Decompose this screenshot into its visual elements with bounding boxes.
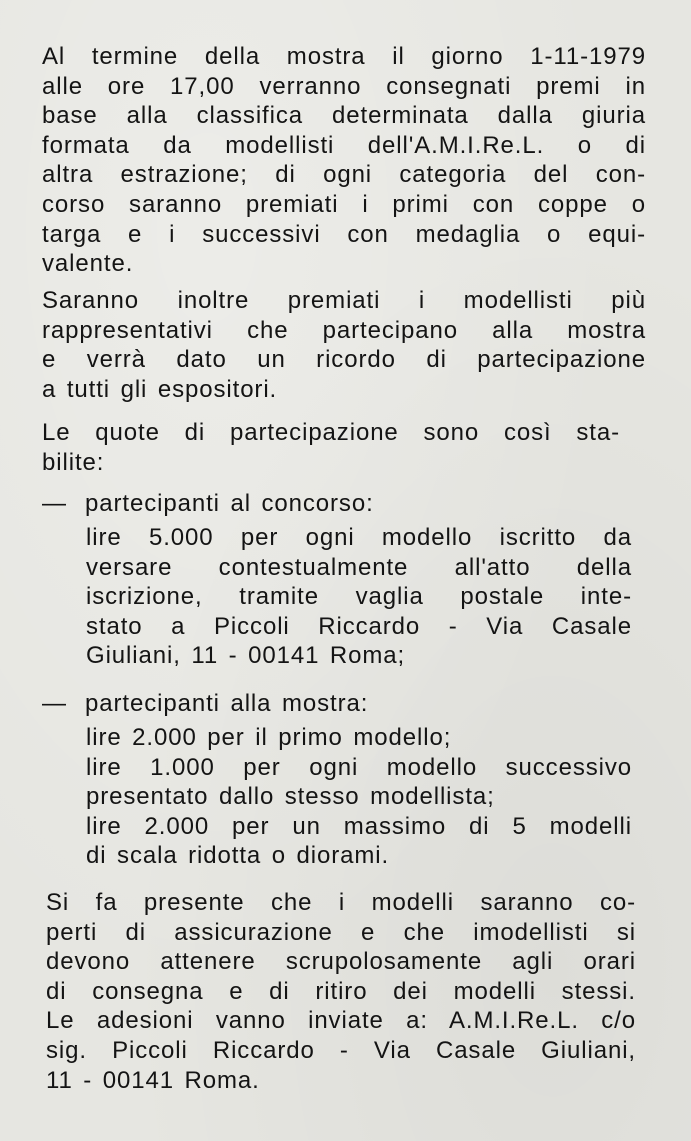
list-item-heading: partecipanti al concorso: bbox=[85, 490, 374, 517]
text-line: Al termine della mostra il giorno 1-11-1979 bbox=[42, 43, 646, 70]
text-line: formata da modellisti dell'A.M.I.Re.L. o di bbox=[42, 131, 646, 159]
text-line: di consegna e di ritiro dei modelli stessi. bbox=[46, 977, 636, 1005]
list-item-concorso bbox=[86, 523, 632, 671]
text-line: alle ore 17,00 verranno consegnati premi in bbox=[42, 72, 646, 100]
text-line: presentato dallo stesso modellista; bbox=[86, 783, 495, 811]
text-line: lire 2.000 per il primo modello; bbox=[86, 724, 452, 751]
paragraph-assicurazione-adesioni bbox=[46, 888, 636, 1095]
text-line: 11 - 00141 Roma. bbox=[46, 1066, 260, 1094]
text-line: lire 5.000 per ogni modello iscritto da bbox=[86, 524, 632, 551]
text-line: Le adesioni vanno inviate a: A.M.I.Re.L. c/o bbox=[46, 1007, 636, 1035]
text-line: sig. Piccoli Riccardo - Via Casale Giuliani, bbox=[46, 1036, 636, 1064]
text-line: e verrà dato un ricordo di partecipazione bbox=[42, 346, 646, 374]
paragraph-premiazione bbox=[42, 42, 646, 279]
text-line: Giuliani, 11 - 00141 Roma; bbox=[86, 642, 406, 670]
text-line: iscrizione, tramite vaglia postale inte- bbox=[86, 583, 632, 611]
text-line: altra estrazione; di ogni categoria del con- bbox=[42, 161, 646, 189]
paragraph-premi-rappresentativi bbox=[42, 286, 646, 404]
text-line: bilite: bbox=[42, 448, 105, 476]
text-line: di scala ridotta o diorami. bbox=[86, 842, 390, 870]
text-line: base alla classifica determinata dalla giuria bbox=[42, 102, 646, 130]
list-dash: — bbox=[42, 690, 67, 717]
text-line: Si fa presente che i modelli saranno co- bbox=[46, 889, 636, 916]
text-line: valente. bbox=[42, 250, 134, 278]
text-line: rappresentativi che partecipano alla mostra bbox=[42, 316, 646, 344]
text-line: Saranno inoltre premiati i modellisti più bbox=[42, 287, 646, 314]
list-item-heading: partecipanti alla mostra: bbox=[85, 690, 369, 717]
text-line: Le quote di partecipazione sono così sta- bbox=[42, 419, 620, 446]
text-line: a tutti gli espositori. bbox=[42, 375, 278, 403]
list-item-mostra bbox=[86, 723, 632, 871]
text-line: corso saranno premiati i primi con coppe o bbox=[42, 190, 646, 218]
text-line: versare contestualmente all'atto della bbox=[86, 553, 632, 581]
text-line: stato a Piccoli Riccardo - Via Casale bbox=[86, 612, 632, 640]
text-line: devono attenere scrupolosamente agli orari bbox=[46, 948, 636, 976]
text-line: targa e i successivi con medaglia o equi- bbox=[42, 220, 646, 248]
text-line: lire 1.000 per ogni modello successivo bbox=[86, 753, 632, 781]
text-line: lire 2.000 per un massimo di 5 modelli bbox=[86, 812, 632, 840]
paragraph-quote bbox=[42, 418, 620, 477]
text-line: perti di assicurazione e che imodellisti si bbox=[46, 918, 636, 946]
list-dash: — bbox=[42, 490, 67, 517]
